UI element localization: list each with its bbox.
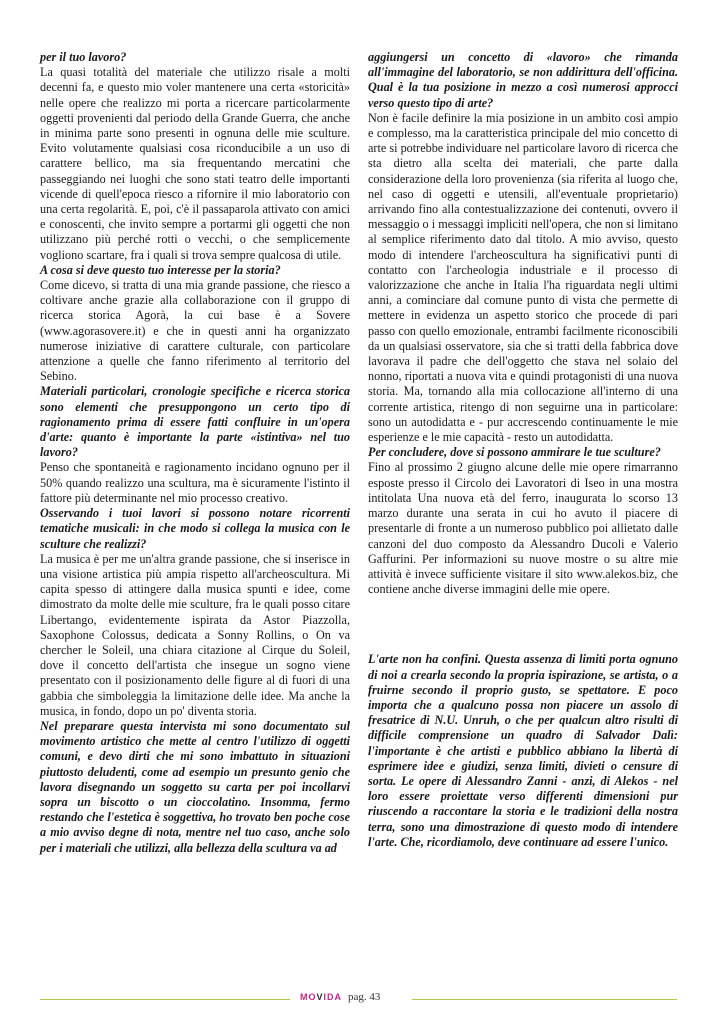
interview-question: aggiungersi un concetto di «lavoro» che rimanda all'immagine del laboratorio, se non addirittura dell'officina. Qual è la tua posizione in mezzo a così numerosi approcci verso questo tipo di arte? <box>368 50 678 110</box>
interview-answer: La musica è per me un'altra grande passione, che si inserisce in una visione artistica più ampia rispetto all'archeoscultura. Mi capita spesso di attingere dalla musica spunti e idee, come dimostrato da molte delle mie sculture, fra le quali posso citare Libertango, evidentemente ispirata da Astor Piazzolla, Saxophone Colossus, dedicata a Sonny Rollins, o On va chercher le Soleil, una chiara citazione al Cirque du Soleil, dove il concetto dell'artista che insegue un sogno viene presentato con il posizionamento delle figure al di fuori di una gabbia che simboleggia la limitazione delle idee. Ma anche la musica, in fondo, dopo un po' diventa storia. <box>40 551 350 718</box>
interview-question: Osservando i tuoi lavori si possono notare ricorrenti tematiche musicali: in che modo si collega la musica con le sculture che realizzi? <box>40 506 350 551</box>
interview-question: Materiali particolari, cronologie specifiche e ricerca storica sono elementi che presuppongono un certo tipo di ragionamento prima di essere fatti confluire in un'opera d'arte: quanto è importante la parte «istintiva» nel tuo lavoro? <box>40 384 350 460</box>
right-column <box>368 50 678 850</box>
column-spacer <box>368 597 678 652</box>
footer-rule-right <box>412 999 677 1000</box>
left-column <box>40 50 350 856</box>
right-column-body <box>368 50 678 597</box>
interview-answer: Fino al prossimo 2 giugno alcune delle mie opere rimarranno esposte presso il Circolo dei Lavoratori di Iseo in una mostra intitolata Una nuova età del ferro, inaugurata lo scorso 13 marzo durante una serata in cui ho avuto il piacere di presentarle di fronte a un numeroso pubblico poi allietato dalle canzoni del duo composto da Alessandro Ducoli e Valerio Gaffurini. Per informazioni su nuove mostre o su altre mie attività è invece sufficiente visitare il sito www.alekos.biz, che contiene anche diverse immagini delle mie opere. <box>368 460 678 597</box>
interview-answer: La quasi totalità del materiale che utilizzo risale a molti decenni fa, e questo mio voler mantenere una certa «storicità» nelle opere che realizzo mi porta a ricercare particolarmente oggetti provenienti dal periodo della Grande Guerra, che anche in minima parte sono presenti in ognuna delle mie sculture. Evito volutamente qualsiasi cosa riconducibile a un uso di carattere bellico, ma sia frequentando mercatini che passeggiando nei luoghi che sono stati teatro delle importanti vicende di quell'epoca riesco a rifornire il mio laboratorio con una certa regolarità. E, poi, c'è il passaparola attivato con amici e conoscenti, che invito sempre a portarmi gli oggetti che non utilizzano più perché rotti o vecchi, o che semplicemente vogliono scartare, fra i quali si trova sempre qualcosa di utile. <box>40 65 350 262</box>
footer-content <box>300 991 380 1003</box>
footer-rule-left <box>40 999 290 1000</box>
closing-paragraph: L'arte non ha confini. Questa assenza di limiti porta ognuno di noi a crearla secondo la propria ispirazione, se artista, o a fruirne secondo il proprio gusto, se spettatore. E poco importa che a qualcuno possa non piacere un assolo di fresatrice di N.U. Unruh, o che per qualcun altro risulti di difficile comprensione un quadro di Salvador Dalì: l'importante è che artisti e pubblico abbiano la libertà di esprimere idee e giudizi, senza limiti, divieti o censure di sorta. Le opere di Alessandro Zanni - anzi, di Alekos - nel loro essere proiettate verso differenti dimensioni pur riuscendo a raccontare la storia e le tradizioni della nostra terra, sono una dimostrazione di questo modo di intendere l'arte. Che, ricordiamolo, deve continuare ad essere l'unico. <box>368 652 678 849</box>
interview-answer: Come dicevo, si tratta di una mia grande passione, che riesco a coltivare anche grazie alla collaborazione con il gruppo di ricerca storica Agorà, la cui base è a Sovere (www.agorasovere.it) e che in questi anni ha organizzato numerose iniziative di carattere culturale, con particolare attenzione a quelle che fanno riferimento al territorio del Sebino. <box>40 278 350 384</box>
interview-question: A cosa si deve questo tuo interesse per la storia? <box>40 262 281 277</box>
interview-question: Nel preparare questa intervista mi sono documentato sul movimento artistico che mette al centro l'utilizzo di oggetti comuni, e devo dirti che mi sono imbattuto in situazioni piuttosto deludenti, come ad esempio un presunto genio che lavora disegnando un soggetto su carta per poi incollarvi sopra un biscotto o un cioccolatino. Insomma, fermo restando che l'estetica è soggettiva, ho trovato ben poche cose a mio avviso degne di nota, mentre nel tuo caso, anche solo per i materiali che utilizzi, alla bellezza della scultura va ad <box>40 718 350 855</box>
interview-question: Per concludere, dove si possono ammirare le tue sculture? <box>368 445 661 460</box>
magazine-logo <box>300 992 342 1002</box>
logo-part-3: IDA <box>323 992 343 1002</box>
page-number: pag. 43 <box>348 991 381 1003</box>
interview-answer: Penso che spontaneità e ragionamento incidano ognuno per il 50% quando realizzo una scultura, ma è sicuramente l'istinto il fattore più determinante nel mio processo creativo. <box>40 460 350 505</box>
interview-answer: Non è facile definire la mia posizione in un ambito così ampio e complesso, ma la caratteristica principale del mio concetto di arte si potrebbe individuare nel particolare lavoro di ricerca che sta dietro alla scelta dei materiali, che parte dalla considerazione della loro provenienza (sia riferita al luogo che, nel caso di oggetti e utensili, all'eventuale proprietario) arrivando fino alla contestualizzazione dei contenuti, ovvero il messaggio o i messaggi impliciti nell'opera, che non si limitano al semplice riferimento dato dal titolo. A mio avviso, questo modo di intendere l'archeoscultura ha significativi punti di contatto con l'archeologia industriale e il processo di valorizzazione che anche in Italia l'ha riguardata negli ultimi anni, a cominciare dal comune punto di vista che permette di mettere in evidenza un aspetto storico che procede di pari passo con quello emozionale, entrambi facilmente riconoscibili da un qualsiasi osservatore, sia che si tratti della fabbrica dove lavorava il padre che dell'oggetto che stava nel solaio del nonno, riportati a nuova vita e quindi protagonisti di una nuova storia. Ma, tornando alla mia collocazione all'interno di una corrente artistica, ritengo di non seguirne una in particolare: sono un autodidatta e - pur accrescendo continuamente le mie esperienze e le mie capacità - resto un autodidatta. <box>368 110 678 445</box>
interview-question: per il tuo lavoro? <box>40 50 127 64</box>
logo-part-2: V <box>316 992 324 1002</box>
logo-part-1: MO <box>300 992 317 1002</box>
